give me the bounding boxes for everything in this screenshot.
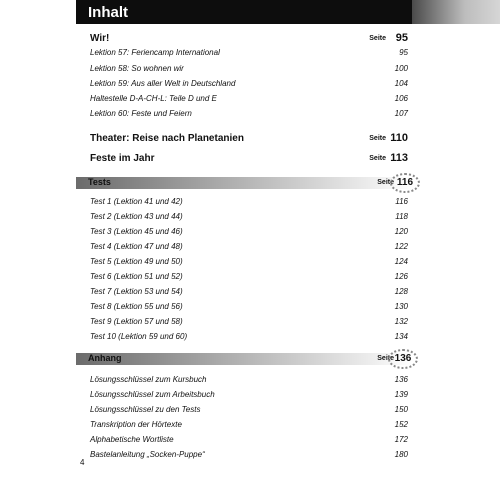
- toc-item-label: Lösungsschlüssel zu den Tests: [90, 405, 201, 414]
- toc-item-label: Lektion 57: Feriencamp International: [90, 48, 220, 57]
- toc-item-label: Lösungsschlüssel zum Arbeitsbuch: [90, 390, 215, 399]
- toc-item-label: Test 7 (Lektion 53 und 54): [90, 287, 183, 296]
- toc-item-page: 150: [394, 405, 408, 414]
- section-page: 113: [390, 152, 408, 164]
- toc-item[interactable]: [90, 300, 408, 314]
- header-gradient: [412, 0, 500, 24]
- toc-item-page: 104: [394, 79, 408, 88]
- seite-label: Seite: [369, 135, 386, 142]
- toc-item-page: 126: [394, 272, 408, 281]
- seite-label: Seite: [369, 35, 386, 42]
- toc-item-page: 180: [394, 450, 408, 459]
- toc-item[interactable]: [90, 270, 408, 284]
- toc-item[interactable]: [90, 46, 408, 60]
- toc-item-page: 120: [394, 227, 408, 236]
- toc-item[interactable]: [90, 388, 408, 402]
- header-bar: [76, 0, 412, 24]
- page-number: 4: [80, 458, 85, 467]
- page-badge-anhang: [388, 349, 418, 369]
- page-title: Inhalt: [88, 4, 128, 21]
- toc-item[interactable]: [90, 210, 408, 224]
- section-label: Tests: [88, 177, 111, 187]
- toc-item-page: 130: [394, 302, 408, 311]
- toc-item-label: Transkription der Hörtexte: [90, 420, 182, 429]
- section-page: 136: [394, 353, 412, 364]
- toc-item[interactable]: [90, 195, 408, 209]
- toc-item-label: Haltestelle D-A-CH-L: Teile D und E: [90, 94, 217, 103]
- section-bar-anhang[interactable]: [76, 353, 412, 365]
- toc-item-page: 139: [394, 390, 408, 399]
- section-label: Feste im Jahr: [90, 153, 155, 164]
- section-page: 95: [395, 32, 408, 44]
- section-page: 116: [396, 177, 414, 188]
- toc-item-label: Lektion 58: So wohnen wir: [90, 64, 184, 73]
- section-label: Wir!: [90, 33, 110, 44]
- toc-item-label: Lektion 59: Aus aller Welt in Deutschland: [90, 79, 236, 88]
- toc-item-label: Test 10 (Lektion 59 und 60): [90, 332, 188, 341]
- seite-label: Seite: [377, 355, 394, 362]
- toc-item-label: Lösungsschlüssel zum Kursbuch: [90, 375, 207, 384]
- toc-item[interactable]: [90, 240, 408, 254]
- toc-item-label: Test 5 (Lektion 49 und 50): [90, 257, 183, 266]
- toc-item-page: 136: [394, 375, 408, 384]
- toc-item-page: 152: [394, 420, 408, 429]
- toc-item-page: 132: [394, 317, 408, 326]
- toc-item[interactable]: [90, 330, 408, 344]
- toc-item-page: 107: [394, 109, 408, 118]
- toc-item-label: Alphabetische Wortliste: [90, 435, 174, 444]
- section-label: Anhang: [88, 353, 122, 363]
- dotted-circle-icon: [390, 173, 420, 193]
- toc-item[interactable]: [90, 448, 408, 462]
- toc-item[interactable]: [90, 225, 408, 239]
- toc-item-label: Test 9 (Lektion 57 und 58): [90, 317, 183, 326]
- toc-item[interactable]: [90, 418, 408, 432]
- toc-item[interactable]: [90, 315, 408, 329]
- section-label: Theater: Reise nach Planetanien: [90, 133, 244, 144]
- toc-item-page: 172: [394, 435, 408, 444]
- toc-item-page: 128: [394, 287, 408, 296]
- toc-item-page: 118: [395, 212, 408, 221]
- toc-item-page: 124: [394, 257, 408, 266]
- toc-item-label: Test 6 (Lektion 51 und 52): [90, 272, 183, 281]
- toc-item[interactable]: [90, 373, 408, 387]
- toc-item-label: Test 4 (Lektion 47 und 48): [90, 242, 183, 251]
- section-page: 110: [390, 132, 408, 144]
- section-feste[interactable]: [90, 152, 408, 168]
- toc-item-label: Test 2 (Lektion 43 und 44): [90, 212, 183, 221]
- toc-item-page: 122: [394, 242, 408, 251]
- section-theater[interactable]: [90, 132, 408, 148]
- toc-item-page: 106: [394, 94, 408, 103]
- toc-item[interactable]: [90, 77, 408, 91]
- toc-item-page: 100: [394, 64, 408, 73]
- seite-label: Seite: [369, 155, 386, 162]
- toc-item[interactable]: [90, 92, 408, 106]
- dotted-circle-icon: [388, 349, 418, 369]
- section-bar-tests[interactable]: [76, 177, 412, 189]
- toc-item-page: 134: [394, 332, 408, 341]
- toc-item-label: Test 1 (Lektion 41 und 42): [90, 197, 183, 206]
- toc-item[interactable]: [90, 403, 408, 417]
- toc-item-label: Test 8 (Lektion 55 und 56): [90, 302, 183, 311]
- toc-item[interactable]: [90, 285, 408, 299]
- toc-item[interactable]: [90, 107, 408, 121]
- toc-item[interactable]: [90, 62, 408, 76]
- toc-item-page: 116: [395, 197, 408, 206]
- toc-item-label: Test 3 (Lektion 45 und 46): [90, 227, 183, 236]
- toc-item-label: Bastelanleitung „Socken-Puppe“: [90, 450, 205, 459]
- page-badge-tests: [390, 173, 420, 193]
- toc-item-page: 95: [399, 48, 408, 57]
- toc-item[interactable]: [90, 433, 408, 447]
- seite-label: Seite: [377, 179, 394, 186]
- toc-item-label: Lektion 60: Feste und Feiern: [90, 109, 192, 118]
- toc-item[interactable]: [90, 255, 408, 269]
